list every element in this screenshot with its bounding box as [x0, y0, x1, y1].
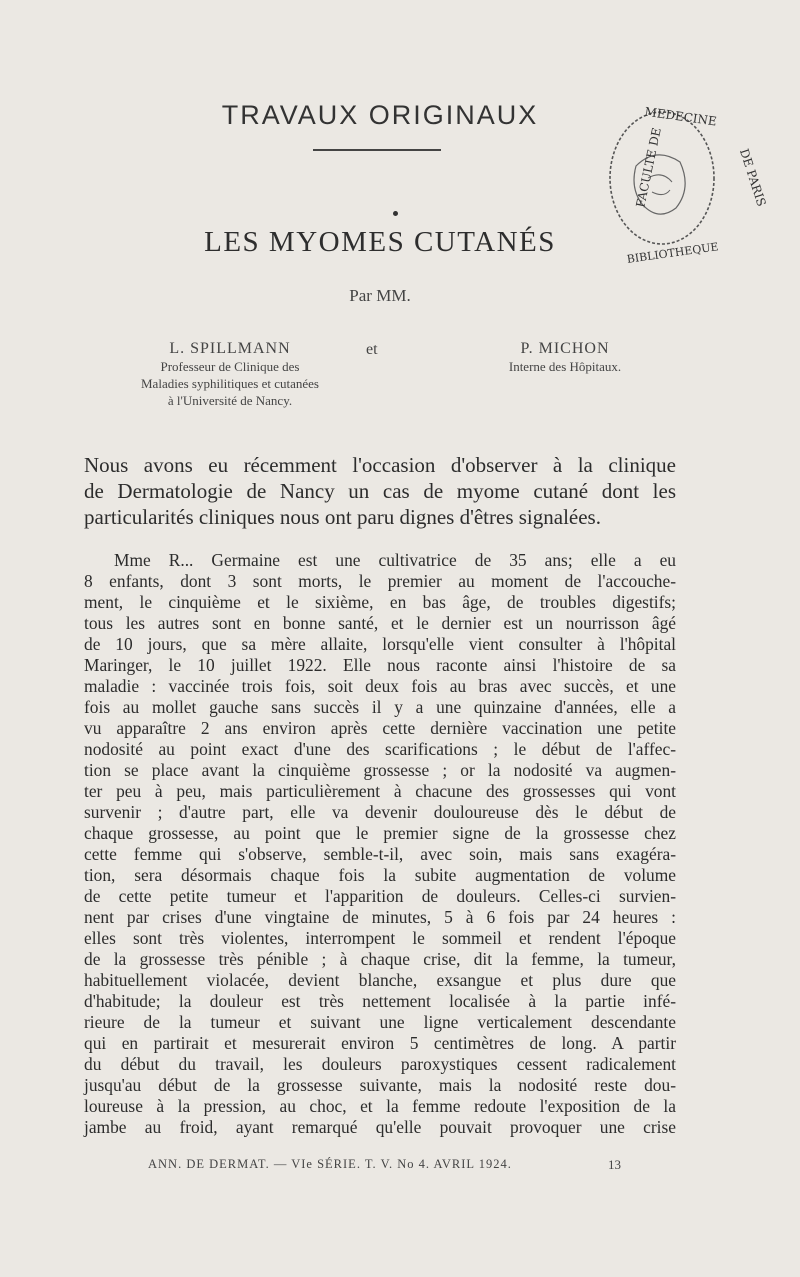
stamp-text-top: MEDECINE [643, 104, 718, 129]
stamp-text-right: DE PARIS [736, 146, 769, 209]
intro-line: de Dermatologie de Nancy un cas de myome cutané dont les [84, 479, 676, 503]
stamp-text-bottom: BIBLIOTHEQUE [625, 240, 720, 266]
author-left-name: L. SPILLMANN [169, 340, 291, 357]
body-line: du début du travail, les douleurs paroxystiques cessent radicalement [84, 1054, 676, 1074]
body-line: ter peu à peu, mais particulièrement à chacune des grossesses qui vont [84, 781, 676, 801]
author-right [445, 340, 685, 375]
body-line: elles sont très violentes, interrompent le sommeil et rendent l'époque [84, 928, 676, 948]
body-line: qui en partirait et mesurerait environ 5 centimètres de long. A partir [84, 1033, 676, 1053]
author-left-affiliation-1: Professeur de Clinique des [160, 359, 300, 374]
intro-paragraph [84, 452, 676, 530]
intro-line: Nous avons eu récemment l'occasion d'observer à la clinique [84, 453, 676, 477]
author-conjunction: et [366, 341, 378, 358]
title-rule [313, 149, 441, 151]
body-line: vu apparaître 2 ans environ après cette dernière vaccination une petite [84, 718, 676, 738]
body-line: habituellement violacée, devient blanche, exsangue et plus dure que [84, 970, 676, 990]
body-line: tous les autres sont en bonne santé, et le dernier est un nourrisson âgé [84, 613, 676, 633]
author-left [100, 340, 360, 409]
body-line: tion, sera désormais chaque fois la subite augmentation de volume [84, 865, 676, 885]
body-line: fois au mollet gauche sans succès il y a une quinzaine d'années, elle a [84, 697, 676, 717]
body-line: 8 enfants, dont 3 sont morts, le premier au moment de l'accouche- [84, 571, 676, 591]
section-title: TRAVAUX ORIGINAUX [221, 100, 539, 130]
body-line: de cette petite tumeur et l'apparition de douleurs. Celles-ci survien- [84, 886, 676, 906]
author-left-affiliation-3: à l'Université de Nancy. [167, 393, 293, 408]
body-line: cette femme qui s'observe, semble-t-il, avec soin, mais sans exagéra- [84, 844, 676, 864]
body-line: loureuse à la pression, au choc, et la femme redoute l'exposition de la [84, 1096, 676, 1116]
body-line: tion se place avant la cinquième grossesse ; or la nodosité va augmen- [84, 760, 676, 780]
body-line: Maringer, le 10 juillet 1922. Elle nous raconte ainsi l'histoire de sa [84, 655, 676, 675]
title-dot [393, 211, 398, 216]
body-line: maladie : vaccinée trois fois, soit deux fois au bras avec succès, et une [84, 676, 676, 696]
author-left-affiliation-2: Maladies syphilitiques et cutanées [141, 376, 319, 391]
body-line: nent par crises d'une vingtaine de minutes, 5 à 6 fois par 24 heures : [84, 907, 676, 927]
by-line: Par MM. [349, 286, 411, 305]
journal-footer: ANN. DE DERMAT. — VIe SÉRIE. T. V. No 4. AVRIL 1924. [148, 1157, 512, 1171]
body-line: d'habitude; la douleur est très nettement localisée à la partie infé- [84, 991, 676, 1011]
body-line: jambe au froid, ayant remarqué qu'elle pouvait provoquer une crise [84, 1117, 676, 1137]
intro-line: particularités cliniques nous ont paru dignes d'êtres signalées. [84, 505, 601, 529]
stamp-text-left: FACULTE DE [633, 126, 664, 209]
body-line: chaque grossesse, au point que le premier signe de la grossesse chez [84, 823, 676, 843]
body-line: de la grossesse très pénible ; à chaque crise, dit la femme, la tumeur, [84, 949, 676, 969]
body-line: rieure de la tumeur et suivant une ligne verticalement descendante [84, 1012, 676, 1032]
body-line: de 10 jours, que sa mère allaite, lorsqu'elle vient consulter à l'hôpital [84, 634, 676, 654]
body-line: ment, le cinquième et le sixième, en bas âge, de troubles digestifs; [84, 592, 676, 612]
page-number: 13 [608, 1157, 621, 1172]
body-line: Mme R... Germaine est une cultivatrice de 35 ans; elle a eu [114, 550, 676, 570]
body-paragraph [84, 550, 676, 1138]
body-line: jusqu'au début de la grossesse suivante, mais la nodosité reste dou- [84, 1075, 676, 1095]
article-title: LES MYOMES CUTANÉS [204, 226, 556, 258]
author-right-affiliation-1: Interne des Hôpitaux. [508, 359, 622, 374]
body-line: survenir ; d'autre part, elle va devenir douloureuse dès le début de [84, 802, 676, 822]
body-line: nodosité au point exact d'une des scarifications ; le début de l'affec- [84, 739, 676, 759]
author-right-name: P. MICHON [520, 340, 610, 357]
